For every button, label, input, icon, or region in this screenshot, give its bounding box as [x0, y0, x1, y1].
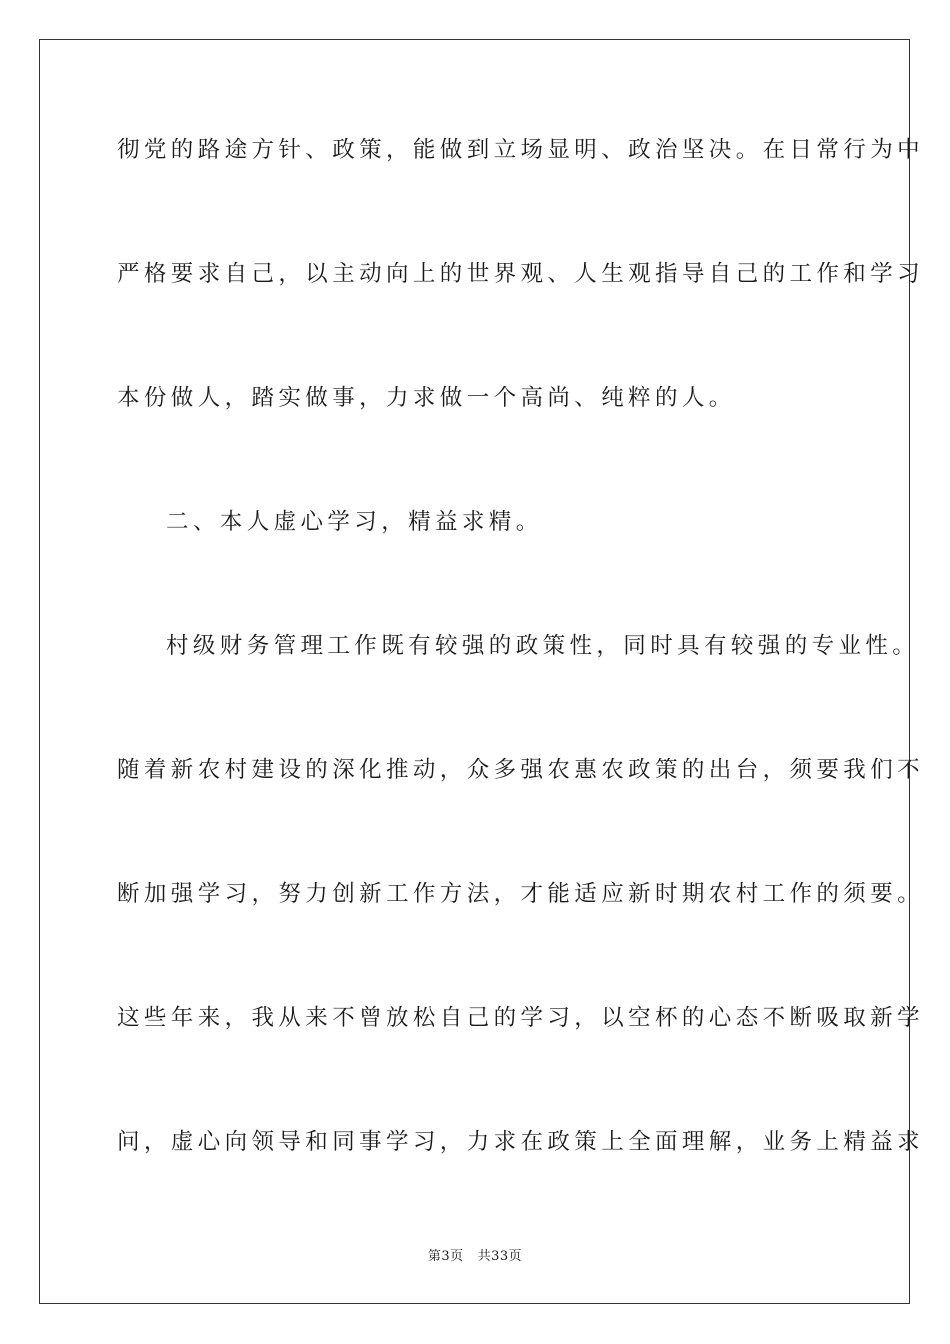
text-line: 本份做人，踏实做事，力求做一个高尚、纯粹的人。	[117, 385, 736, 411]
total-pages: 共33页	[477, 1249, 523, 1264]
text-line: 断加强学习，努力创新工作方法，才能适应新时期农村工作的须要。	[117, 881, 925, 907]
text-line: 严格要求自己，以主动向上的世界观、人生观指导自己的工作和学习	[117, 261, 925, 287]
text-line: 村级财务管理工作既有较强的政策性，同时具有较强的专业性。	[166, 633, 920, 659]
text-line: 这些年来，我从来不曾放松自己的学习，以空杯的心态不断吸取新学	[117, 1005, 925, 1031]
page-number: 第3页	[427, 1249, 464, 1264]
page-border	[39, 39, 925, 1304]
section-heading: 二、本人虚心学习，精益求精。	[166, 509, 543, 535]
page-footer	[0, 1248, 950, 1266]
text-line: 问，虚心向领导和同事学习，力求在政策上全面理解，业务上精益求	[117, 1129, 925, 1155]
text-line: 随着新农村建设的深化推动，众多强农惠农政策的出台，须要我们不	[117, 757, 925, 783]
text-line: 彻党的路途方针、政策，能做到立场显明、政治坚决。在日常行为中	[117, 137, 925, 163]
